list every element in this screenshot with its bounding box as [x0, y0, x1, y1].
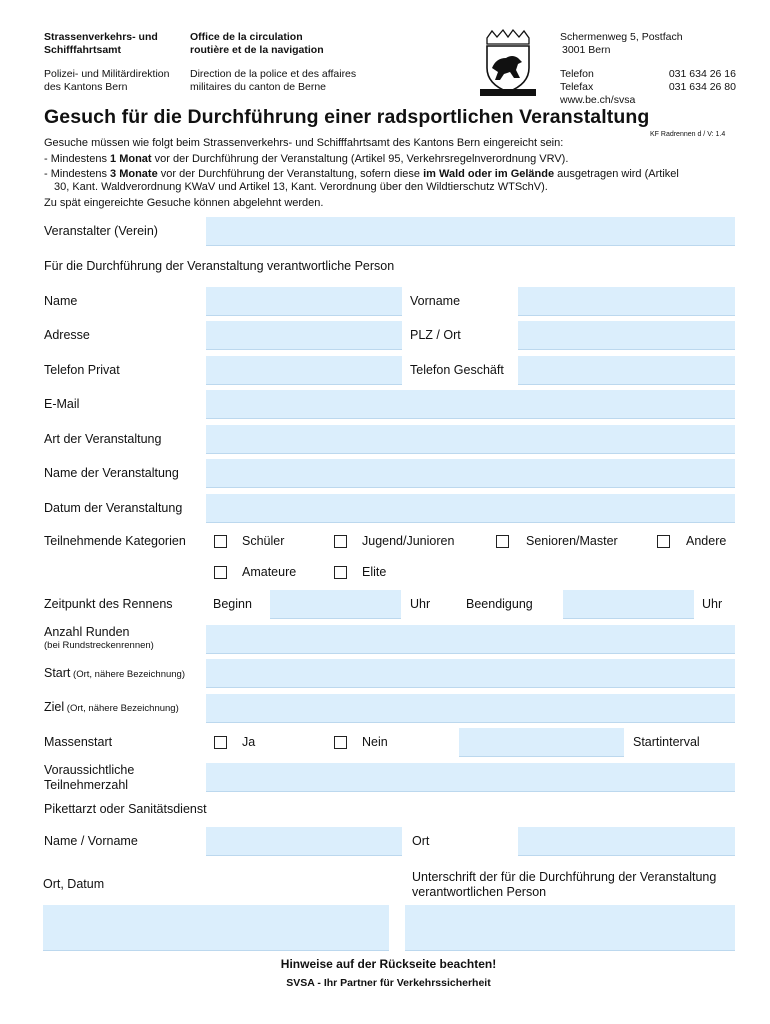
adresse-label: Adresse: [44, 328, 90, 342]
name-label: Name: [44, 294, 78, 308]
andere-checkbox[interactable]: [657, 535, 670, 548]
name-veranstaltung-input[interactable]: [206, 459, 735, 488]
andere-label: Andere: [686, 534, 727, 548]
anzahl-runden-sub: (bei Rundstreckenrennen): [44, 640, 154, 651]
plz-ort-label: PLZ / Ort: [410, 328, 461, 342]
datum-label: Datum der Veranstaltung: [44, 501, 183, 515]
start-input[interactable]: [206, 659, 735, 688]
teilnehmerzahl-label: [44, 763, 134, 793]
unterschrift-input[interactable]: [405, 905, 735, 951]
start-sub: (Ort, nähere Bezeichnung): [70, 669, 185, 680]
address: [560, 31, 683, 57]
intro-last-line: Zu spät eingereichte Gesuche können abgelehnt werden.: [44, 197, 324, 209]
ziel-label: [44, 700, 179, 716]
intro-bullet2-pre: - Mindestens: [44, 168, 111, 180]
phone-label: Telefon: [560, 68, 594, 80]
nein-label: Nein: [362, 735, 388, 749]
uhr-label-1: Uhr: [410, 597, 431, 611]
name-input[interactable]: [206, 287, 402, 316]
beginn-input[interactable]: [270, 590, 401, 619]
art-label: Art der Veranstaltung: [44, 432, 162, 446]
beginn-label: Beginn: [213, 597, 252, 611]
ja-checkbox[interactable]: [214, 736, 227, 749]
massenstart-label: Massenstart: [44, 735, 113, 749]
vorname-input[interactable]: [518, 287, 735, 316]
beendigung-label: Beendigung: [466, 597, 533, 611]
ziel-sub: (Ort, nähere Bezeichnung): [64, 703, 179, 714]
telefon-privat-label: Telefon Privat: [44, 363, 120, 377]
datum-input[interactable]: [206, 494, 735, 523]
office-name-fr-line2: routière et de la navigation: [190, 44, 324, 56]
intro-bullet2-bold2: im Wald oder im Gelände: [423, 168, 555, 180]
page-title: Gesuch für die Durchführung einer radsportlichen Veranstaltung: [44, 106, 650, 128]
adresse-input[interactable]: [206, 321, 402, 350]
elite-label: Elite: [362, 565, 387, 579]
kategorien-label: Teilnehmende Kategorien: [44, 534, 186, 548]
plz-ort-input[interactable]: [518, 321, 735, 350]
veranstalter-label: Veranstalter (Verein): [44, 224, 158, 238]
responsible-heading: Für die Durchführung der Veranstaltung verantwortliche Person: [44, 259, 395, 273]
ort-datum-label: Ort, Datum: [43, 877, 105, 891]
schueler-label: Schüler: [242, 534, 285, 548]
ja-label: Ja: [242, 735, 256, 749]
ziel-input[interactable]: [206, 694, 735, 723]
intro-bullet2-post: ausgetragen wird (Artikel: [554, 168, 679, 180]
address-line1: Schermenweg 5, Postfach: [560, 31, 683, 43]
department-de-line2: des Kantons Bern: [44, 81, 128, 93]
anzahl-runden-title: Anzahl Runden: [44, 625, 130, 639]
office-name-de-line2: Schifffahrtsamt: [44, 44, 122, 56]
amateure-label: Amateure: [242, 565, 297, 579]
department-de: [44, 68, 169, 94]
ziel-title: Ziel: [44, 700, 65, 714]
jugend-checkbox[interactable]: [334, 535, 347, 548]
zeitpunkt-label: Zeitpunkt des Rennens: [44, 597, 173, 611]
department-fr-line2: militaires du canton de Berne: [190, 81, 326, 93]
address-line2: 3001 Bern: [562, 44, 611, 56]
elite-checkbox[interactable]: [334, 566, 347, 579]
pikett-heading: Pikettarzt oder Sanitätsdienst: [44, 802, 207, 816]
department-de-line1: Polizei- und Militärdirektion: [44, 68, 170, 80]
ort-input[interactable]: [518, 827, 735, 856]
fax-label: Telefax: [560, 81, 594, 93]
name-vorname-input[interactable]: [206, 827, 402, 856]
nein-checkbox[interactable]: [334, 736, 347, 749]
unterschrift-line2: verantwortlichen Person: [412, 885, 547, 899]
jugend-label: Jugend/Junioren: [362, 534, 455, 548]
senioren-checkbox[interactable]: [496, 535, 509, 548]
intro-bullet2: [44, 168, 679, 181]
website-link[interactable]: www.be.ch/svsa: [560, 94, 636, 106]
intro-bullet1-pre: - Mindestens: [44, 153, 111, 165]
telefon-privat-input[interactable]: [206, 356, 402, 385]
startinterval-input[interactable]: [459, 728, 624, 757]
senioren-label: Senioren/Master: [526, 534, 618, 548]
vorname-label: Vorname: [410, 294, 461, 308]
schueler-checkbox[interactable]: [214, 535, 227, 548]
intro-bullet2-mid: vor der Durchführung der Veranstaltung, sofern diese: [157, 168, 424, 180]
anzahl-runden-label: [44, 625, 154, 651]
start-title: Start: [44, 666, 71, 680]
department-fr-line1: Direction de la police et des affaires: [190, 68, 357, 80]
ort-label: Ort: [412, 834, 430, 848]
footer-partner: SVSA - Ihr Partner für Verkehrssicherheit: [286, 977, 491, 989]
uhr-label-2: Uhr: [702, 597, 723, 611]
email-input[interactable]: [206, 390, 735, 419]
email-label: E-Mail: [44, 397, 80, 411]
teilnehmerzahl-input[interactable]: [206, 763, 735, 792]
veranstalter-input[interactable]: [206, 217, 735, 246]
intro-bullet1-bold: 1 Monat: [110, 153, 152, 165]
office-name-de-line1: Strassenverkehrs- und: [44, 31, 158, 43]
office-name-fr: [190, 31, 324, 57]
teilnehmerzahl-line1: Voraussichtliche: [44, 763, 135, 777]
contact-block: [560, 68, 736, 107]
telefon-geschaeft-input[interactable]: [518, 356, 735, 385]
footer-hinweis: Hinweise auf der Rückseite beachten!: [280, 957, 497, 971]
bern-coat-of-arms-icon: [478, 28, 538, 98]
office-name-de: [44, 31, 158, 57]
telefon-geschaeft-label: Telefon Geschäft: [410, 363, 504, 377]
fax-value: 031 634 26 80: [668, 81, 736, 93]
amateure-checkbox[interactable]: [214, 566, 227, 579]
beendigung-input[interactable]: [563, 590, 694, 619]
name-vorname-label: Name / Vorname: [44, 834, 138, 848]
intro-bullet1-post: vor der Durchführung der Veranstaltung (Artikel 95, Verkehrsregelnverordnung VRV).: [151, 153, 569, 165]
intro-bullet2-line2: 30, Kant. Waldverordnung KWaV und Artikel 13, Kant. Verordnung über den Wildtierschutz WTSchV).: [54, 181, 548, 193]
phone-value: 031 634 26 16: [668, 68, 736, 80]
teilnehmerzahl-line2: Teilnehmerzahl: [44, 778, 129, 792]
ort-datum-input[interactable]: [43, 905, 389, 951]
intro-bullet2-bold: 3 Monate: [110, 168, 158, 180]
startinterval-label: Startinterval: [633, 735, 700, 749]
department-fr: [190, 68, 356, 94]
anzahl-runden-input[interactable]: [206, 625, 735, 654]
office-name-fr-line1: Office de la circulation: [190, 31, 303, 43]
unterschrift-label: [412, 870, 716, 900]
name-veranstaltung-label: Name der Veranstaltung: [44, 466, 179, 480]
intro-line1: Gesuche müssen wie folgt beim Strassenverkehrs- und Schifffahrtsamt des Kantons Bern eingereicht sein:: [44, 137, 564, 149]
art-input[interactable]: [206, 425, 735, 454]
unterschrift-line1: Unterschrift der für die Durchführung der Veranstaltung: [412, 870, 717, 884]
start-label: [44, 666, 185, 682]
form-id: KF Radrennen d / V: 1.4: [650, 131, 726, 138]
intro-bullet1: [44, 153, 568, 166]
